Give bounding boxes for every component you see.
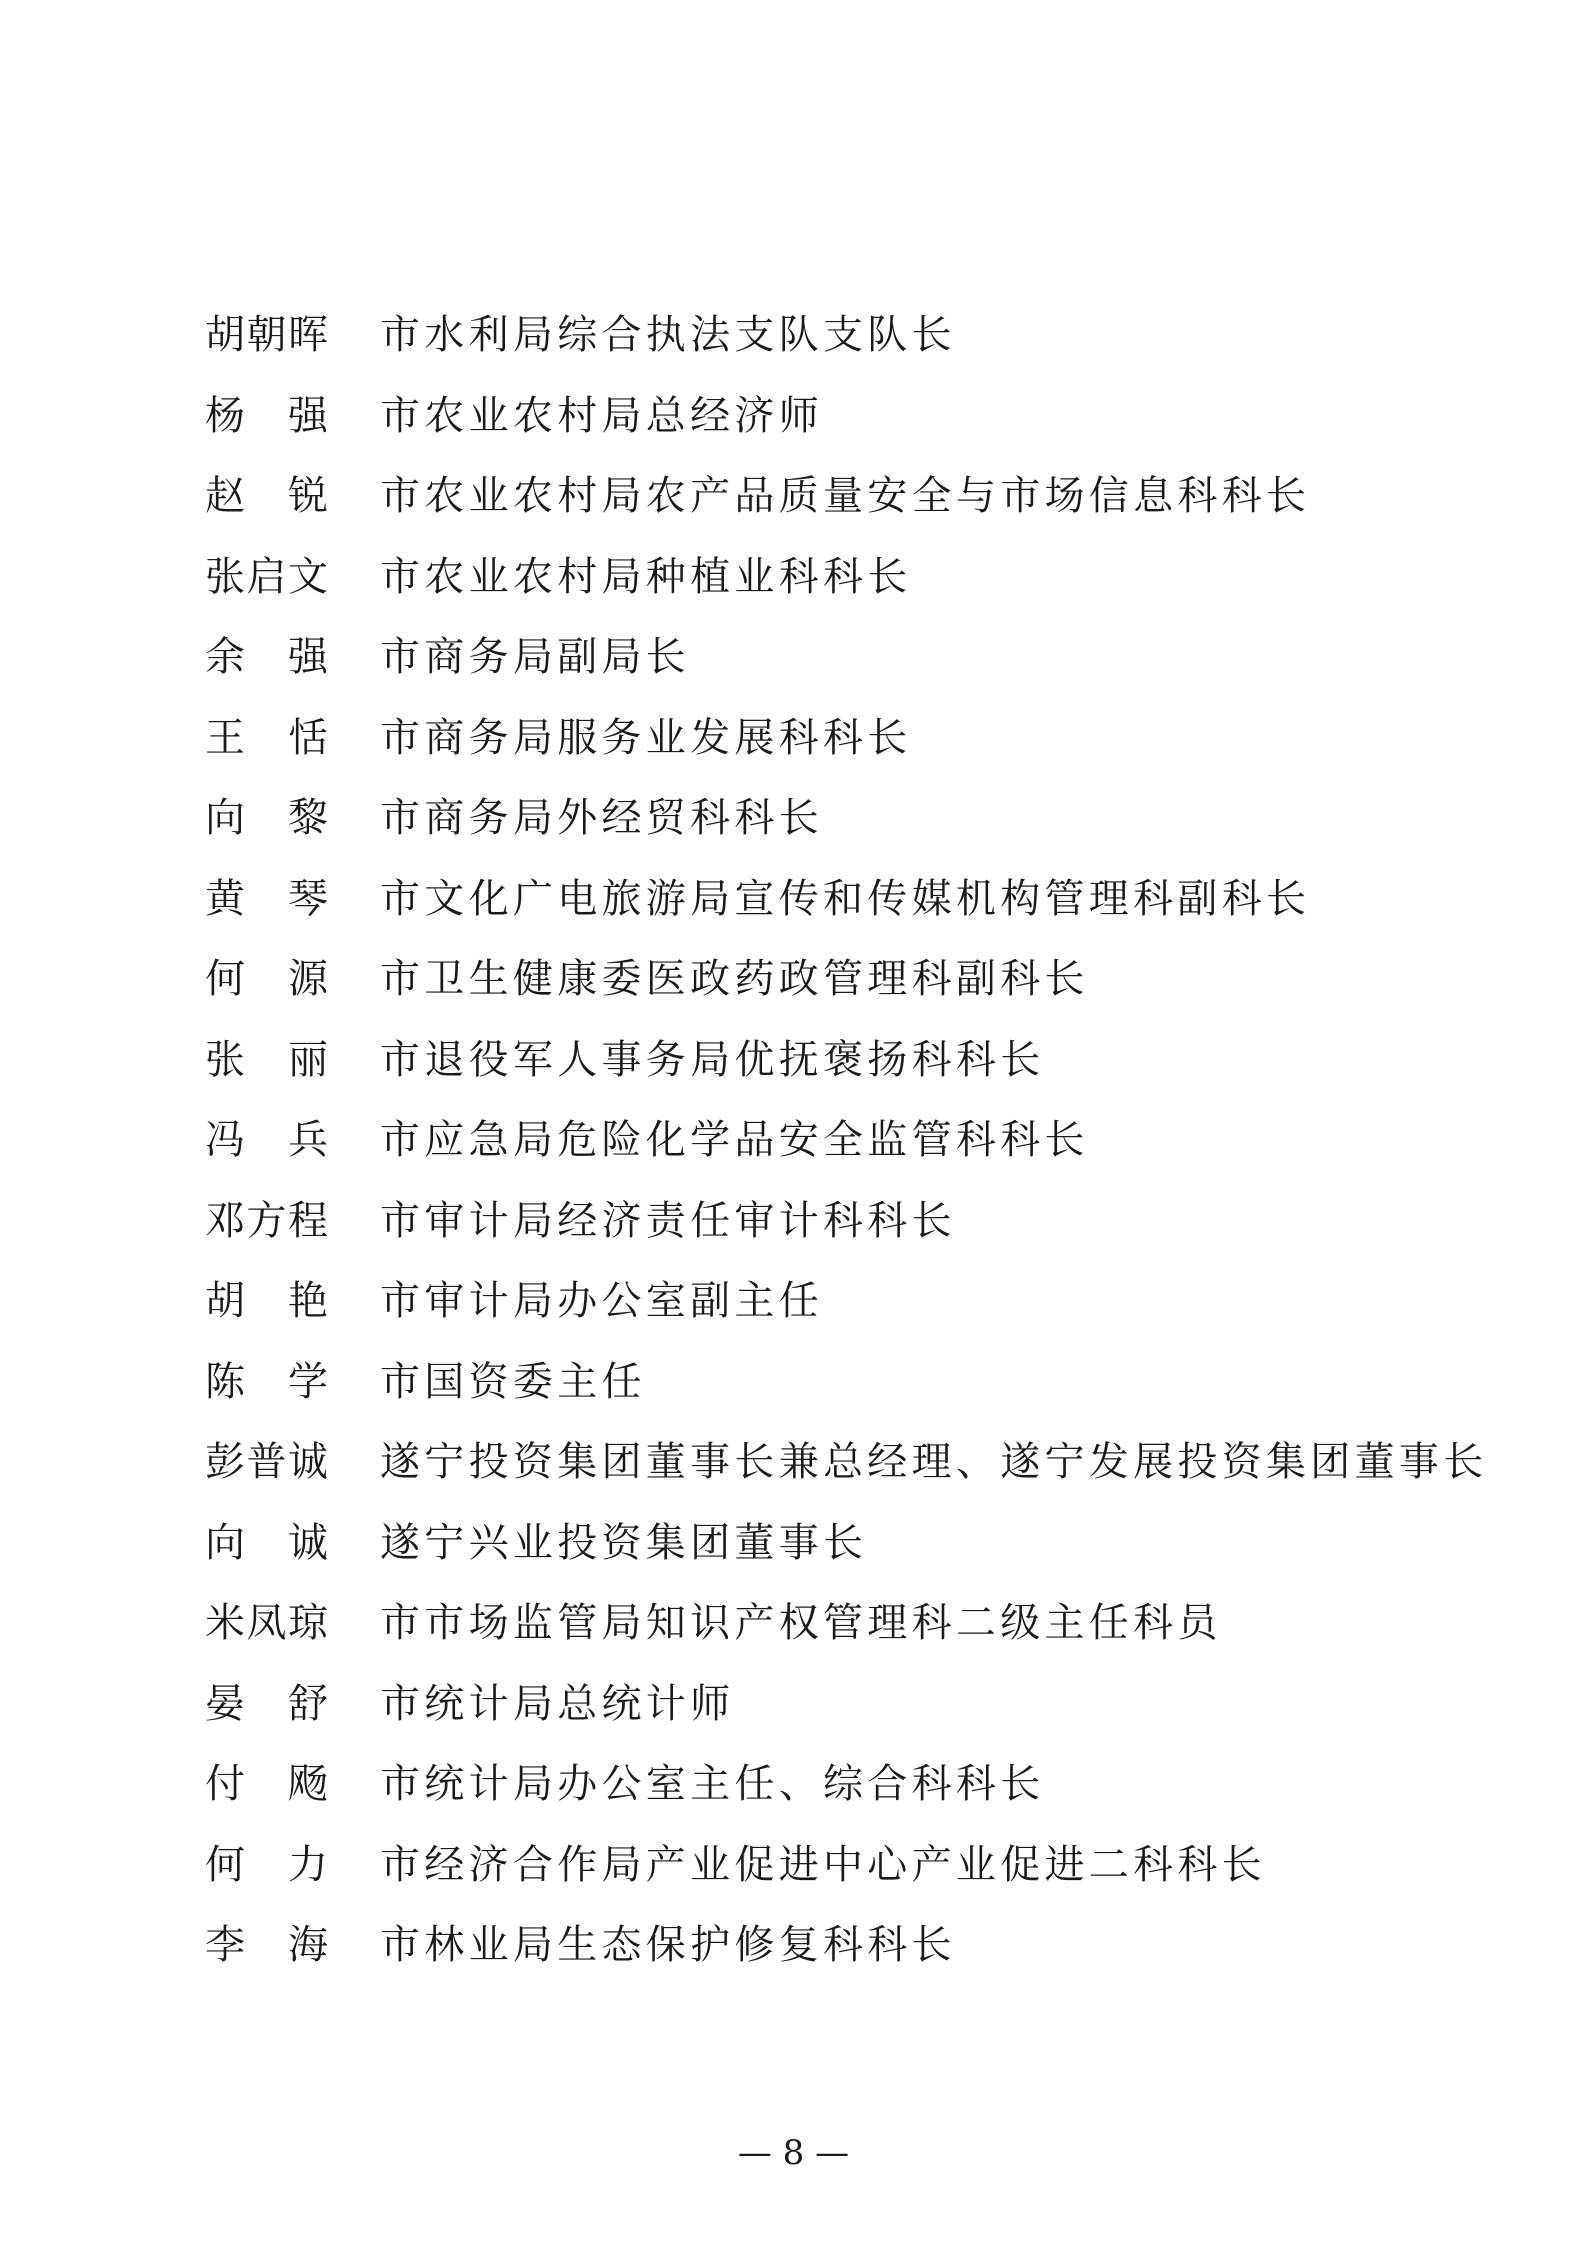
person-title: 市农业农村局农产品质量安全与市场信息科科长 — [380, 473, 1311, 519]
person-name: 彭普诚 — [205, 1439, 328, 1485]
list-item — [205, 1825, 1405, 1906]
person-title: 市审计局办公室副主任 — [380, 1278, 823, 1324]
person-name: 李海 — [205, 1922, 328, 1968]
person-title: 市水利局综合执法支队支队长 — [380, 312, 956, 358]
person-name: 冯兵 — [205, 1117, 328, 1163]
person-title: 市林业局生态保护修复科科长 — [380, 1922, 956, 1968]
person-title: 市商务局副局长 — [380, 634, 691, 680]
person-title: 市统计局总统计师 — [380, 1680, 735, 1727]
list-item — [205, 778, 1405, 859]
person-title: 市统计局办公室主任、综合科科长 — [380, 1761, 1045, 1807]
person-name: 何力 — [205, 1841, 328, 1888]
list-item — [205, 1261, 1405, 1342]
list-item — [205, 1503, 1405, 1584]
person-name: 付飏 — [205, 1761, 328, 1807]
list-item — [205, 698, 1405, 779]
list-item — [205, 456, 1405, 537]
person-name: 张启文 — [205, 553, 328, 600]
person-name: 米凤琼 — [205, 1600, 328, 1646]
person-name: 王恬 — [205, 714, 328, 761]
list-item — [205, 1905, 1405, 1986]
person-name: 晏舒 — [205, 1680, 328, 1727]
person-title: 市文化广电旅游局宣传和传媒机构管理科副科长 — [380, 875, 1311, 922]
person-title: 市应急局危险化学品安全监管科科长 — [380, 1117, 1089, 1163]
list-item — [205, 376, 1405, 457]
person-title: 遂宁投资集团董事长兼总经理、遂宁发展投资集团董事长 — [380, 1439, 1488, 1485]
person-title: 市经济合作局产业促进中心产业促进二科科长 — [380, 1841, 1266, 1888]
person-title: 市国资委主任 — [380, 1358, 646, 1405]
list-item — [205, 1020, 1405, 1101]
person-name: 张丽 — [205, 1036, 328, 1083]
list-item — [205, 1422, 1488, 1503]
person-name: 邓方程 — [205, 1197, 328, 1244]
list-item — [205, 1744, 1405, 1825]
person-name: 何源 — [205, 956, 328, 1002]
person-title: 市卫生健康委医政药政管理科副科长 — [380, 956, 1089, 1002]
person-title: 市审计局经济责任审计科科长 — [380, 1197, 956, 1244]
person-title: 市农业农村局种植业科科长 — [380, 553, 912, 600]
list-item — [205, 1664, 1405, 1745]
list-item — [205, 1181, 1405, 1262]
person-title: 市商务局服务业发展科科长 — [380, 714, 912, 761]
list-item — [205, 939, 1405, 1020]
list-item — [205, 1100, 1405, 1181]
person-title: 市商务局外经贸科科长 — [380, 795, 823, 841]
list-item — [205, 1583, 1405, 1664]
page-number: — 8 — — [737, 2133, 850, 2173]
person-name: 陈学 — [205, 1358, 328, 1405]
person-name: 胡朝晖 — [205, 312, 328, 358]
person-title: 市退役军人事务局优抚褒扬科科长 — [380, 1036, 1045, 1083]
person-name: 赵锐 — [205, 473, 328, 519]
personnel-list — [205, 295, 1488, 1986]
list-item — [205, 617, 1405, 698]
person-name: 余强 — [205, 634, 328, 680]
person-title: 市农业农村局总经济师 — [380, 392, 823, 439]
person-title: 市市场监管局知识产权管理科二级主任科员 — [380, 1600, 1222, 1646]
list-item — [205, 537, 1405, 618]
person-name: 向黎 — [205, 795, 328, 841]
list-item — [205, 1342, 1405, 1423]
list-item — [205, 295, 1405, 376]
person-name: 杨强 — [205, 392, 328, 439]
person-name: 黄琴 — [205, 875, 328, 922]
person-name: 向诚 — [205, 1519, 328, 1566]
person-title: 遂宁兴业投资集团董事长 — [380, 1519, 868, 1566]
list-item — [205, 859, 1405, 940]
person-name: 胡艳 — [205, 1278, 328, 1324]
